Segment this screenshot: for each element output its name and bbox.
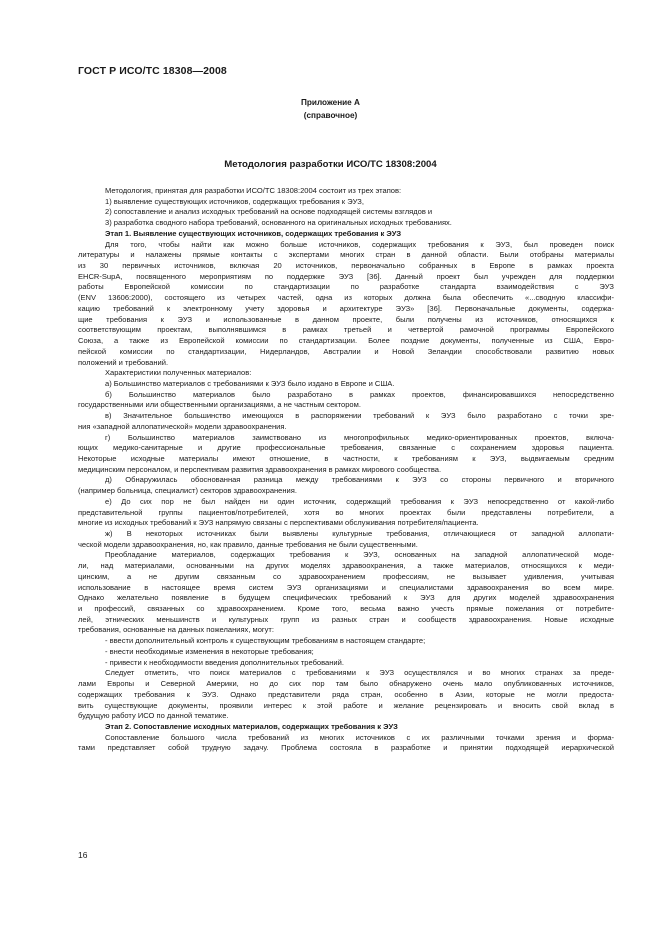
- page-number: 16: [78, 850, 88, 860]
- text-line: Сопоставление большого числа требований из многих источников с их различными точками зрения и форма-: [105, 732, 614, 742]
- text-line: б) Большинство материалов было разработано в рамках проектов, финансировавшихся непосредственно: [105, 389, 614, 399]
- text-line: Некоторые исходные материалы имеют отношение, в частности, к требованиям к ЭУЗ, выдвигаемым средним: [78, 453, 614, 463]
- text-line: щие требования к ЭУЗ и использованные в данном проекте, были получены из источников, относящихся к: [78, 314, 614, 324]
- text-line: Следует отметить, что поиск материалов с требованиями к ЭУЗ осуществлялся и во многих странах за преде-: [105, 668, 614, 678]
- text-line: Союза, а также из Европейской комиссии по стандартизации. Более поздние документы, полученные из США, Евро-: [78, 336, 614, 346]
- text-line: работы Европейской комиссии по стандартизации по разработке стандарта взаимодействия с ЭУЗ: [78, 282, 614, 292]
- text-line: ли, над материалами, основанными на других моделях здравоохранения, а также материалов, относящихся к меди-: [78, 561, 614, 571]
- text-line: ющих медико-санитарные и другие профессиональные требования, связанные с сохранением здоровья пациента.: [78, 443, 614, 453]
- text-line: Однако желательно появление в будущем специфических требований к ЭУЗ для других моделей здравоохранения: [78, 593, 614, 603]
- text-line: д) Обнаружилась обоснованная разница между требованиями к ЭУЗ со стороны первичного и вторичного: [105, 475, 614, 485]
- text-line: представительной группы пациентов/потребителей, хотя во многих проектах были представлены потребители, а: [78, 507, 614, 517]
- text-line: Для того, чтобы найти как можно больше источников, содержащих требования к ЭУЗ, был проведен поиск: [105, 239, 614, 249]
- text-line: е) До сих пор не был найден ни один источник, содержащий требования к ЭУЗ непосредственно от какой-либо: [105, 496, 614, 506]
- text-line: ческой модели здравоохранения, но, как правило, данные требования не были существенными.: [78, 539, 418, 549]
- text-line: (например больница, специалист) секторов здравоохранения.: [78, 486, 297, 496]
- text-line: цинским, а не другим связанным со здравоохранением профессиям, не вызывает удивления, учитывая: [78, 571, 614, 581]
- text-line: содержащих требования к ЭУЗ. Однако представители ряда стран, особенно в Азии, которые не могли предоста-: [78, 689, 614, 699]
- text-line: литературы и налажены прямые контакты с экспертами многих стран в данной области. Были отобраны материалы: [78, 250, 614, 260]
- text-line: медицинским персоналом, и перспективам развития здравоохранения в рамках мирового сообщества.: [78, 464, 442, 474]
- text-line: Этап 2. Сопоставление исходных материалов, содержащих требования к ЭУЗ: [105, 721, 398, 731]
- text-line: использование в настоящее время систем ЭУЗ организациями и специалистами здравоохранения во всем мире.: [78, 582, 614, 592]
- text-line: пейской комиссии по стандартизации, Нидерландов, Австралии и Новой Зеландии способствовали развитию новых: [78, 346, 614, 356]
- text-line: Характеристики полученных материалов:: [105, 368, 252, 378]
- text-line: EHCR-SupA, посвященного мероприятиям по поддержке ЭУЗ [36]. Данный проект был учрежден для поддержки: [78, 271, 614, 281]
- annex-heading: [78, 96, 583, 122]
- annex-label: Приложение А: [301, 98, 360, 107]
- document-title: Методология разработки ИСО/ТС 18308:2004: [224, 159, 437, 170]
- text-line: лами Европы и Северной Америки, но до сих пор там было обнаружено очень мало опубликованных источников,: [78, 679, 614, 689]
- text-line: соответствующим проектам, выполнявшимся в рамках третьей и четвертой рамочной программы Европейского: [78, 325, 614, 335]
- text-line: 3) разработка сводного набора требований, основанного на оригинальных исходных требованиях.: [105, 218, 452, 228]
- annex-type: (справочное): [303, 111, 358, 120]
- text-line: в) Значительное большинство имеющихся в распоряжении требований к ЭУЗ было разработано с точки зре-: [105, 411, 614, 421]
- text-line: - привести к необходимости введения дополнительных требований.: [105, 657, 344, 667]
- text-line: многие из исходных требований к ЭУЗ напрямую связаны с перспективами обслуживания потребителя/пациента.: [78, 518, 479, 528]
- body-text: [78, 186, 614, 754]
- text-line: государственными или общественными организациями, а не частным сектором.: [78, 400, 361, 410]
- standard-header: ГОСТ Р ИСО/ТС 18308—2008: [78, 65, 227, 77]
- text-line: Методология, принятая для разработки ИСО/ТС 18308:2004 состоит из трех этапов:: [105, 186, 402, 195]
- text-line: вить существующие документы, проявили интерес к этой работе и желание рецензировать и вносить свой вклад в: [78, 700, 614, 710]
- text-line: г) Большинство материалов заимствовано из многопрофильных медико-ориентированных проектов, включа-: [105, 432, 614, 442]
- text-line: будущую работу ИСО по данной тематике.: [78, 711, 229, 721]
- text-line: из 30 первичных источников, включая 20 источников, первоначально собранных в Европе в рамках проекта: [78, 261, 614, 271]
- text-line: тами представляет собой трудную задачу. Проблема состояла в разработке и принятии подходящей иерархической: [78, 743, 614, 753]
- text-line: - внести необходимые изменения в некоторые требования;: [105, 646, 314, 656]
- text-line: - ввести дополнительный контроль к существующим требованиям в настоящем стандарте;: [105, 636, 426, 646]
- text-line: ния «западной аллопатической» модели здравоохранения.: [78, 421, 287, 431]
- text-line: и профессий, связанных со здравоохранением. Кроме того, весьма важно учесть прямые пожелания от потребите-: [78, 604, 614, 614]
- text-line: положений и требований.: [78, 357, 169, 367]
- text-line: 1) выявление существующих источников, содержащих требования к ЭУЗ,: [105, 196, 364, 206]
- text-line: требования, основанные на данных пожеланиях, могут:: [78, 625, 274, 635]
- text-line: Преобладание материалов, содержащих требования к ЭУЗ, основанных на западной аллопатической моде-: [105, 550, 614, 560]
- text-line: лей, этнических меньшинств и культурных групп из разных стран и сообществ здравоохранения. Новые исходные: [78, 614, 614, 624]
- text-line: а) Большинство материалов с требованиями к ЭУЗ было издано в Европе и США.: [105, 378, 395, 388]
- text-line: кацию требований к электронному учету здоровья и архитектуре ЭУЗ» [36]. Первоначальные документы, содержа-: [78, 303, 614, 313]
- text-line: ж) В некоторых источниках были выявлены культурные требования, отличающиеся от западной аллопати-: [105, 529, 614, 538]
- text-line: 2) сопоставление и анализ исходных требований на основе подходящей системы взглядов и: [105, 207, 433, 217]
- text-line: (ENV 13606:2000), состоящего из четырех частей, одна из которых должна была обеспечить «...сводную классифи-: [78, 293, 614, 303]
- text-line: Этап 1. Выявление существующих источников, содержащих требования к ЭУЗ: [105, 228, 402, 238]
